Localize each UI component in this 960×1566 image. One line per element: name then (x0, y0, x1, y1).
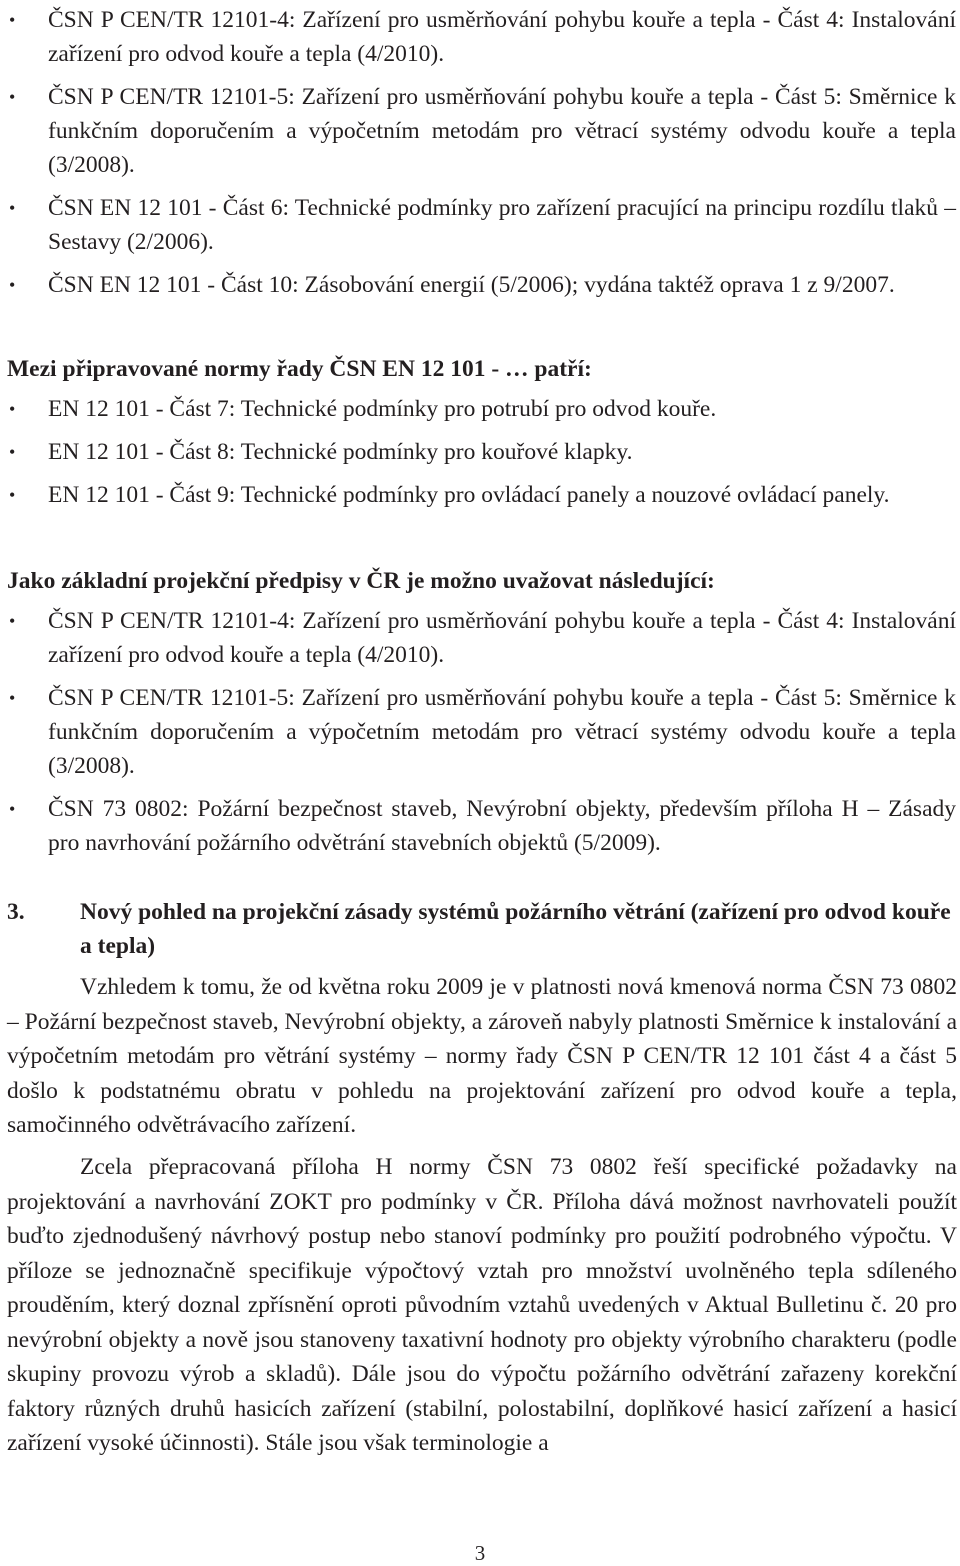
list-item-text: EN 12 101 - Část 7: Technické podmínky pro potrubí pro odvod kouře. (48, 396, 717, 422)
list-item-text: ČSN EN 12 101 - Část 6: Technické podmínky pro zařízení pracující na principu rozdílu tlaků – Sestavy (2/2006). (48, 195, 956, 255)
list-item (0, 792, 960, 860)
section-number: 3. (7, 899, 25, 925)
list-item (0, 3, 960, 71)
bullet-icon: • (9, 87, 16, 107)
list-item-text: ČSN P CEN/TR 12101-5: Zařízení pro usměrňování pohybu kouře a tepla - Část 5: Směrnice k funkčním doporučením a výpočetním metodám pro větrací systémy odvodu kouře a tepla (3/2008). (48, 685, 956, 779)
list-item (0, 191, 960, 259)
list-item-text: ČSN P CEN/TR 12101-4: Zařízení pro usměrňování pohybu kouře a tepla - Část 4: Instalování zařízení pro odvod kouře a tepla (4/2010). (48, 608, 956, 668)
bullet-icon: • (9, 10, 16, 30)
bullet-icon: • (9, 485, 16, 505)
list-item (0, 392, 960, 426)
bullet-icon: • (9, 275, 16, 295)
list-item (0, 435, 960, 469)
page-number: 3 (474, 1541, 486, 1565)
basic-regulations-list (0, 604, 960, 869)
list-item (0, 268, 960, 302)
bullet-icon: • (9, 442, 16, 462)
list-item-text: ČSN P CEN/TR 12101-4: Zařízení pro usměrňování pohybu kouře a tepla - Část 4: Instalování zařízení pro odvod kouře a tepla (4/2010). (48, 7, 956, 67)
bullet-icon: • (9, 399, 16, 419)
list-item (0, 604, 960, 672)
list-item-text: EN 12 101 - Část 8: Technické podmínky pro kouřové klapky. (48, 439, 633, 465)
body-paragraph: Zcela přepracovaná příloha H normy ČSN 73 0802 řeší specifické požadavky na projektování a navrhování ZOKT pro podmínky v ČR. Příloha dává možnost navrhovateli použít buďto zjednodušený návrhový postup nebo stanoví podmínky pro použití podrobného výpočtu. V příloze se jednoznačně specifikuje výpočtový vztah pro množství uvolněného tepla sdíleného prouděním, který doznal zpřísnění oproti původním vztahů uvedených v Aktual Bulletinu č. 20 pro nevýrobní objekty a nově jsou stanoveny taxativní hodnoty pro objekty výrobního charakteru (podle skupiny provozu výrob a skladů). Dále jsou do výpočtu požárního odvětrání zařazeny korekční faktory různých druhů hasicích zařízení (stabilní, polostabilní, doplňkové hasicí zařízení a hasicí zařízení vysoké účinnosti). Stále jsou však terminologie a (7, 1154, 957, 1456)
section-title: Nový pohled na projekční zásady systémů požárního větrání (zařízení pro odvod kouře a tepla) (80, 899, 951, 959)
list-item (0, 80, 960, 182)
body-paragraph: Vzhledem k tomu, že od května roku 2009 je v platnosti nová kmenová norma ČSN 73 0802 – Požární bezpečnost staveb, Nevýrobní objekty, a zároveň nabyly platnosti Směrnice k instalování a výpočetním metodám pro větrání systémy – normy řady ČSN P CEN/TR 12 101 část 4 a část 5 došlo k podstatnému obratu v pohledu na projektování zařízení pro odvod kouře a tepla, samočinného odvětrávacího zařízení. (7, 974, 957, 1138)
list-item-text: ČSN EN 12 101 - Část 10: Zásobování energií (5/2006); vydána taktéž oprava 1 z 9/2007. (48, 272, 895, 298)
standards-list (0, 3, 960, 311)
bullet-icon: • (9, 688, 16, 708)
list-item-text: ČSN P CEN/TR 12101-5: Zařízení pro usměrňování pohybu kouře a tepla - Část 5: Směrnice k funkčním doporučením a výpočetním metodám pro větrací systémy odvodu kouře a tepla (3/2008). (48, 84, 956, 178)
basic-regulations-heading: Jako základní projekční předpisy v ČR je možno uvažovat následující: (7, 568, 715, 594)
upcoming-standards-list (0, 392, 960, 521)
list-item (0, 478, 960, 512)
list-item-text: ČSN 73 0802: Požární bezpečnost staveb, Nevýrobní objekty, především příloha H – Zásady pro navrhování požárního odvětrání stavebních objektů (5/2009). (48, 796, 956, 856)
bullet-icon: • (9, 611, 16, 631)
bullet-icon: • (9, 799, 16, 819)
list-item (0, 681, 960, 783)
upcoming-standards-heading: Mezi připravované normy řady ČSN EN 12 101 - … patří: (7, 356, 592, 382)
list-item-text: EN 12 101 - Část 9: Technické podmínky pro ovládací panely a nouzové ovládací panely. (48, 482, 890, 508)
bullet-icon: • (9, 198, 16, 218)
